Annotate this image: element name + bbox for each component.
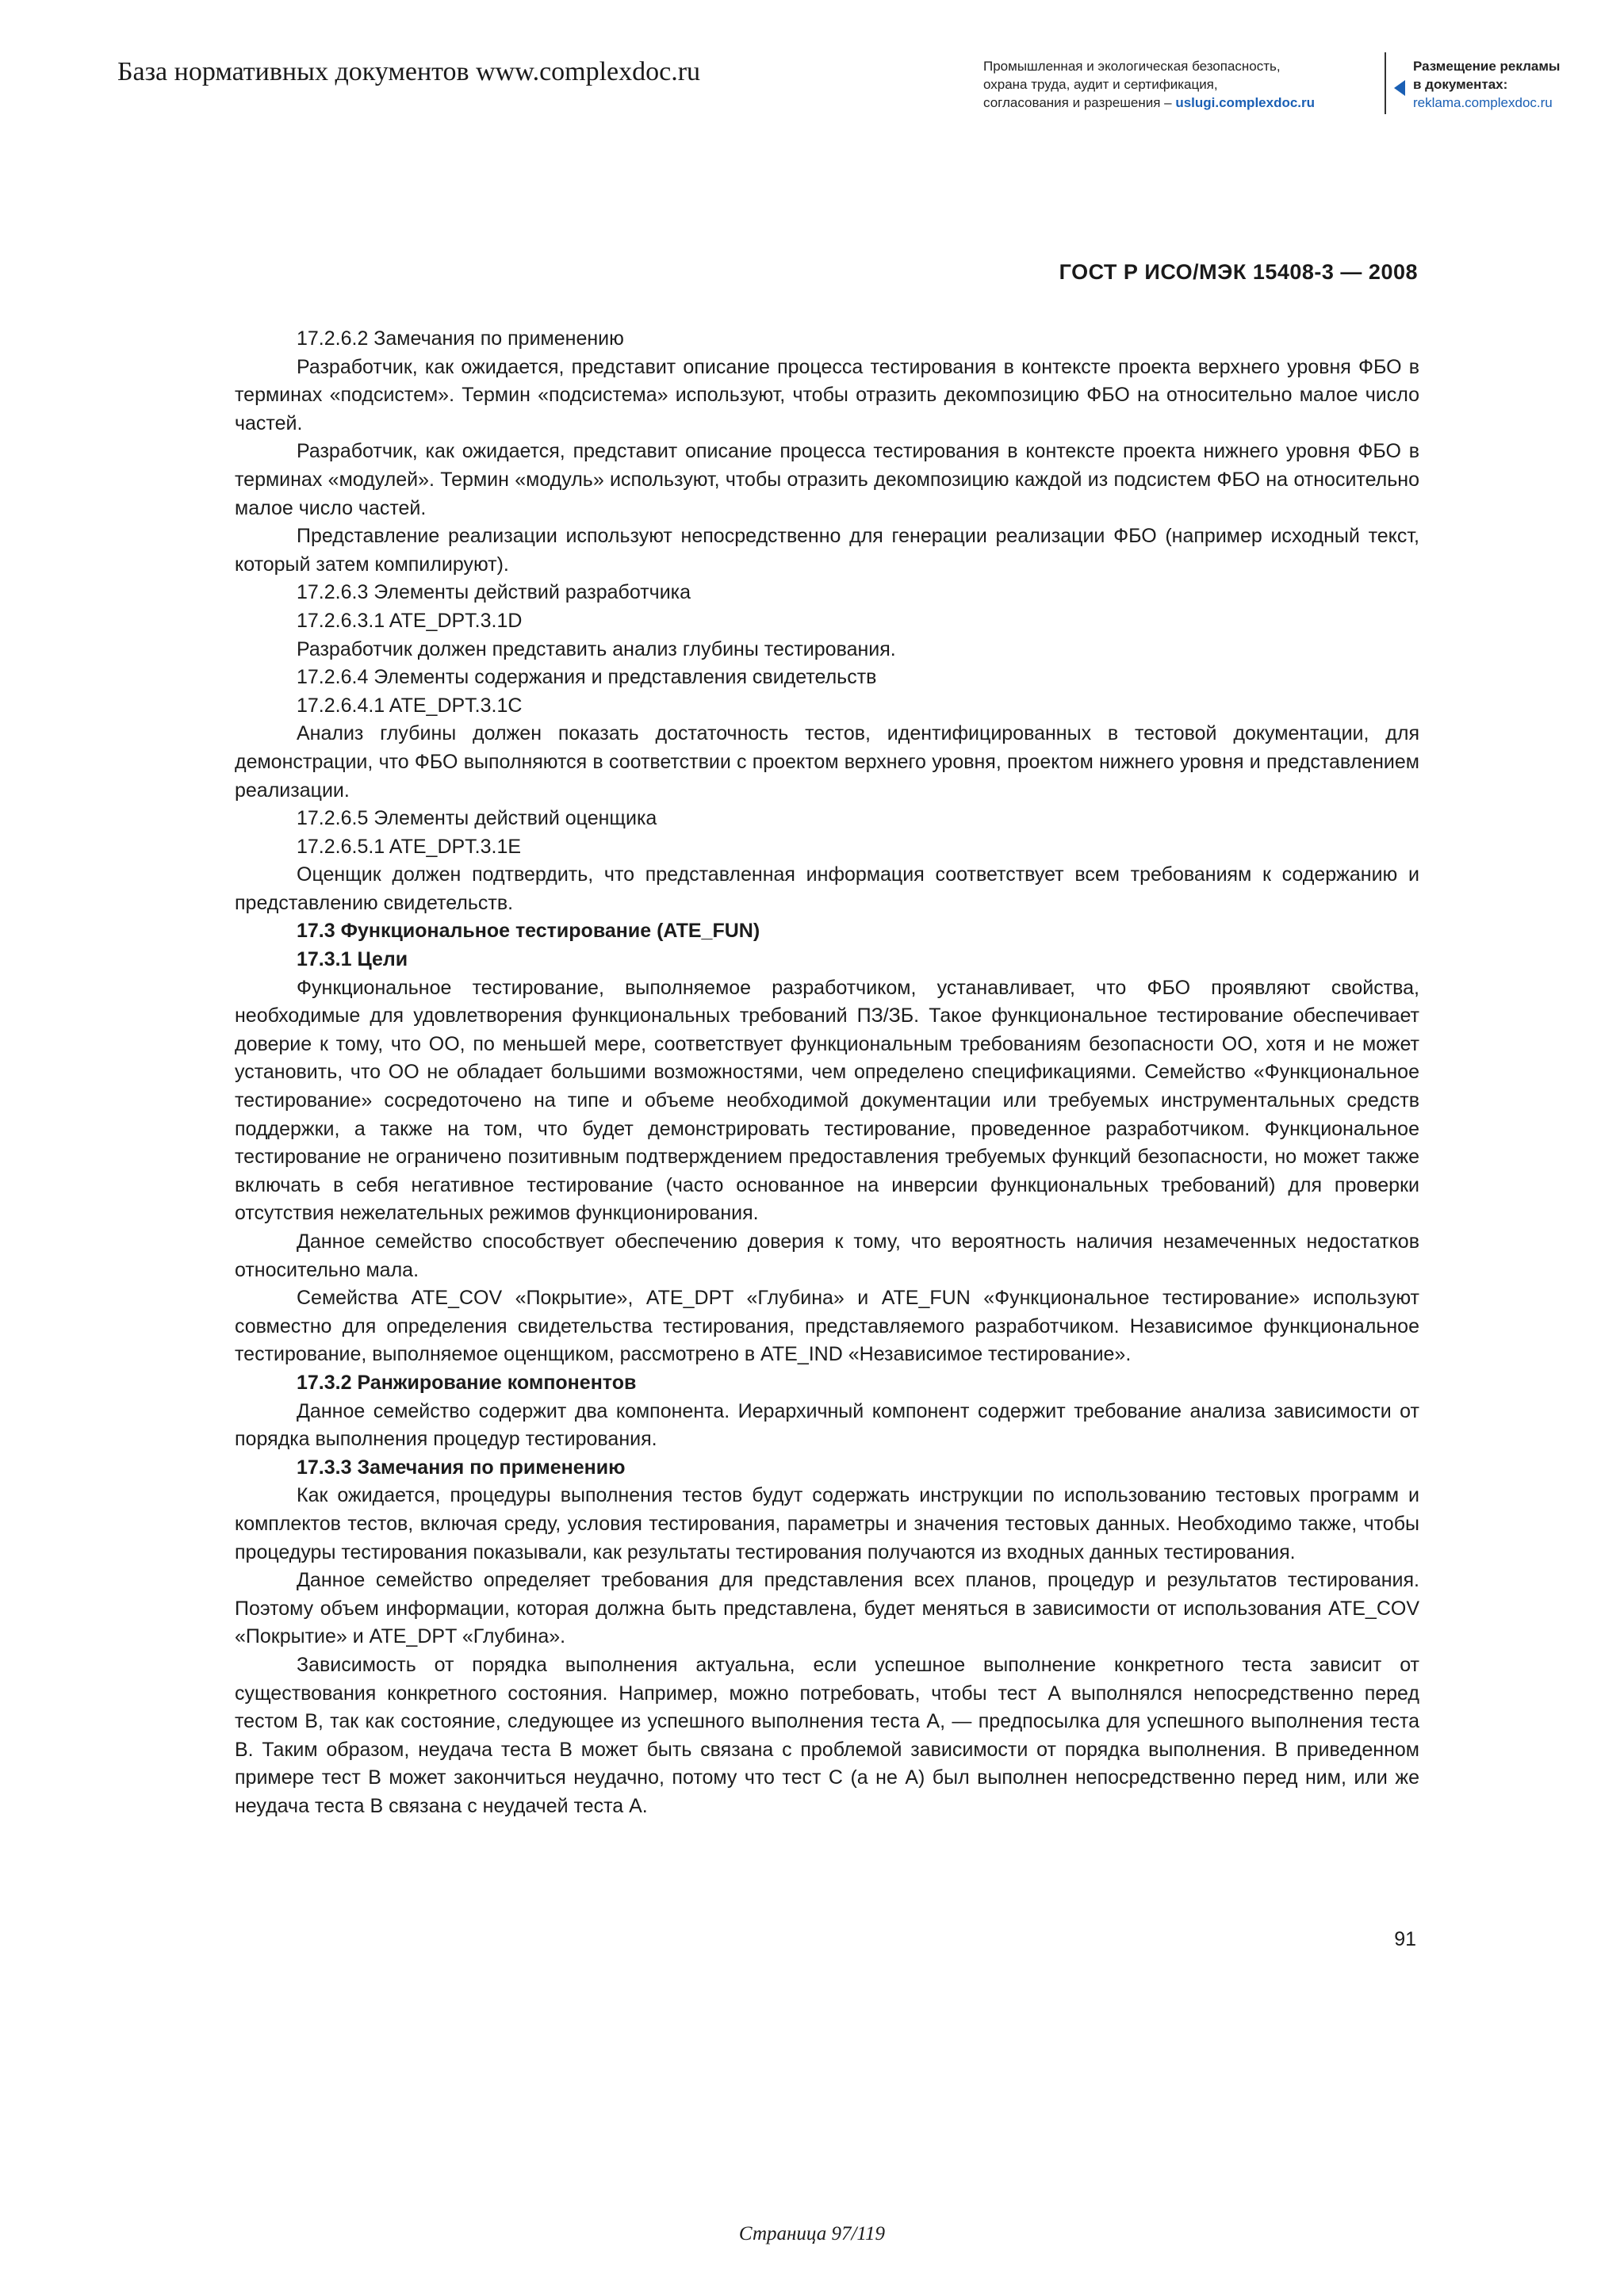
document-body: [235, 325, 1419, 1820]
advertising-link[interactable]: reklama.complexdoc.ru: [1413, 95, 1553, 110]
paragraph: 17.2.6.5.1 ATE_DPT.3.1E: [297, 835, 522, 858]
paragraph: 17.2.6.4 Элементы содержания и представления свидетельств: [297, 666, 877, 689]
promo-line: Промышленная и экологическая безопасность,: [983, 59, 1281, 74]
paragraph: 17.2.6.5 Элементы действий оценщика: [297, 807, 657, 830]
paragraph: Разработчик, как ожидается, представит описание процесса тестирования в контексте проекта верхнего уровня ФБО в терминах «подсистем». Термин «подсистема» используют, чтобы отразить декомпозицию ФБО на относительно малое число частей.: [235, 355, 1419, 434]
paragraph: 17.2.6.2 Замечания по применению: [297, 327, 624, 350]
paragraph: Функциональное тестирование, выполняемое разработчиком, устанавливает, что ФБО проявляют свойства, необходимые для удовлетворения функциональных требований ПЗ/ЗБ. Такое функциональное тестирование обеспечивает доверие к тому, что ОО, по меньшей мере, соответствует функциональным требованиям безопасности ОО, хотя и не может установить, что ОО не обладает большими возможностями, чем определено спецификациями. Семейство «Функциональное тестирование» сосредоточено на типе и объеме необходимой документации или требуемых инструментальных средств поддержки, а также на том, что будет демонстрировать тестирование, проведенное разработчиком. Функциональное тестирование не ограничено позитивным подтверждением предоставления требуемых функций безопасности, но может также включать в себя негативное тестирование (часто основанное на инверсии функциональных требований) для проверки отсутствия нежелательных режимов функционирования.: [235, 976, 1419, 1225]
promo-line: охрана труда, аудит и сертификация,: [983, 77, 1218, 92]
paragraph: Семейства ATE_COV «Покрытие», ATE_DPT «Глубина» и ATE_FUN «Функциональное тестирование» используют совместно для определения свидетельства тестирования, представляемого разработчиком. Независимое функциональное тестирование, выполняемое оценщиком, рассмотрено в ATE_IND «Независимое тестирование».: [235, 1287, 1419, 1366]
page-number: 91: [1394, 1928, 1416, 1950]
paragraph: 17.2.6.4.1 ATE_DPT.3.1C: [297, 694, 523, 717]
promo-line: в документах:: [1413, 77, 1508, 92]
services-link[interactable]: uslugi.complexdoc.ru: [1175, 95, 1316, 110]
paragraph: Представление реализации используют непосредственно для генерации реализации ФБО (например исходный текст, который затем компилируют).: [235, 525, 1419, 576]
paragraph: Оценщик должен подтвердить, что представленная информация соответствует всем требованиям к содержанию и представлению свидетельств.: [235, 863, 1419, 914]
paragraph: Зависимость от порядка выполнения актуальна, если успешное выполнение конкретного теста зависит от существования конкретного состояния. Например, можно потребовать, чтобы тест A выполнялся непосредственно перед тестом B, так как состояние, следующее из успешного выполнения теста A, — предпосылка для успешного выполнения теста B. Таким образом, неудача теста B может быть связана с проблемой зависимости от порядка выполнения. В приведенном примере тест B может закончиться неудачно, потому что тест C (а не A) был выполнен непосредственно перед ним, или же неудача теста B связана с неудачей теста A.: [235, 1653, 1419, 1817]
promo-text: согласования и разрешения –: [983, 95, 1176, 110]
paragraph: Данное семейство способствует обеспечению доверия к тому, что вероятность наличия незамеченных недостатков относительно мала.: [235, 1230, 1419, 1281]
paragraph: 17.2.6.3.1 ATE_DPT.3.1D: [297, 609, 523, 632]
advertising-promo: [1413, 57, 1611, 112]
paragraph: Данное семейство определяет требования для представления всех планов, процедур и результатов тестирования. Поэтому объем информации, которая должна быть представлена, будет меняться в зависимости от использования ATE_COV «Покрытие» и ATE_DPT «Глубина».: [235, 1569, 1419, 1648]
promo-line: Размещение рекламы: [1413, 59, 1561, 74]
arrow-left-icon: [1394, 80, 1405, 96]
section-heading: 17.3.2 Ранжирование компонентов: [297, 1371, 637, 1394]
paragraph: Разработчик должен представить анализ глубины тестирования.: [297, 637, 896, 660]
services-promo: [983, 57, 1380, 112]
promo-divider: [1385, 52, 1386, 114]
section-heading: 17.3.3 Замечания по применению: [297, 1456, 626, 1479]
page-counter: Страница 97/119: [738, 2223, 886, 2244]
paragraph: Как ожидается, процедуры выполнения тестов будут содержать инструкции по использованию тестовых программ и комплектов тестов, включая среду, условия тестирования, параметры и значения тестовых данных. Необходимо также, чтобы процедуры тестирования показывали, как результаты тестирования получаются из входных данных тестирования.: [235, 1484, 1419, 1563]
paragraph: Анализ глубины должен показать достаточность тестов, идентифицированных в тестовой документации, для демонстрации, что ФБО выполняются в соответствии с проектом верхнего уровня, проектом нижнего уровня и представлением реализации.: [235, 722, 1419, 802]
site-title: База нормативных документов www.complexdoc.ru: [117, 57, 701, 86]
paragraph: Разработчик, как ожидается, представит описание процесса тестирования в контексте проекта нижнего уровня ФБО в терминах «модулей». Термин «модуль» используют, чтобы отразить декомпозицию каждой из подсистем ФБО на относительно малое число частей.: [235, 440, 1419, 519]
promo-line: [983, 94, 1380, 112]
paragraph: 17.2.6.3 Элементы действий разработчика: [297, 581, 691, 604]
document-code: ГОСТ Р ИСО/МЭК 15408-3 — 2008: [1059, 260, 1418, 284]
section-heading: 17.3.1 Цели: [297, 948, 408, 971]
paragraph: Данное семейство содержит два компонента. Иерархичный компонент содержит требование анализа зависимости от порядка выполнения процедур тестирования.: [235, 1399, 1419, 1451]
section-heading: 17.3 Функциональное тестирование (ATE_FUN): [297, 920, 760, 943]
